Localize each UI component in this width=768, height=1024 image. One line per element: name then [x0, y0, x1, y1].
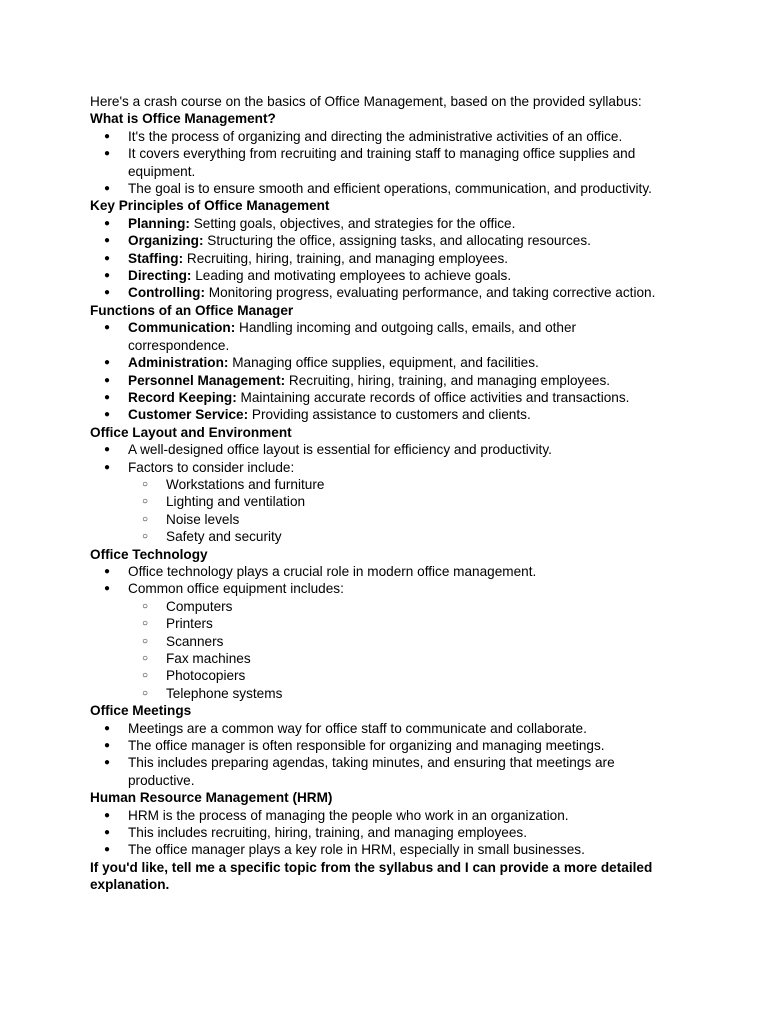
list-item [90, 284, 675, 301]
section-heading: What is Office Management? [90, 111, 276, 127]
item-text: This includes preparing agendas, taking minutes, and ensuring that meetings are productive. [128, 755, 615, 788]
item-text: Structuring the office, assigning tasks, and allocating resources. [203, 233, 591, 249]
item-term: Administration: [128, 355, 229, 371]
item-text: Recruiting, hiring, training, and managing employees. [183, 250, 509, 266]
list-item [90, 372, 675, 389]
item-text: Maintaining accurate records of office activities and transactions. [236, 389, 630, 405]
list-item [90, 128, 675, 145]
item-term: Record Keeping: [128, 389, 237, 405]
intro-paragraph: Here's a crash course on the basics of Office Management, based on the provided syllabus: [90, 94, 642, 109]
item-term: Staffing: [128, 250, 184, 266]
bullet-list [90, 128, 675, 198]
section-heading: Office Layout and Environment [90, 424, 292, 440]
list-item [90, 215, 675, 232]
list-item [90, 267, 675, 284]
list-item [90, 754, 675, 789]
item-text: HRM is the process of managing the people who work in an organization. [128, 807, 569, 823]
item-text: Setting goals, objectives, and strategies for the office. [189, 215, 516, 231]
item-text: This includes recruiting, hiring, training, and managing employees. [128, 825, 527, 841]
item-term: Customer Service: [128, 407, 249, 423]
item-text: Providing assistance to customers and clients. [248, 407, 531, 423]
bullet-list [90, 215, 675, 302]
section-heading: Office Meetings [90, 703, 192, 719]
item-text: A well-designed office layout is essential for efficiency and productivity. [128, 442, 552, 458]
sub-list-item: ○ Photocopiers [128, 667, 675, 684]
list-item [90, 563, 675, 580]
item-text: The goal is to ensure smooth and efficient operations, communication, and productivity. [128, 181, 652, 197]
list-item [90, 180, 675, 197]
list-item [90, 841, 675, 858]
sub-bullet-list [128, 476, 675, 546]
item-term: Organizing: [128, 233, 204, 249]
list-item [90, 145, 675, 180]
sub-list-item: ○ Lighting and ventilation [128, 493, 675, 510]
section-heading: Human Resource Management (HRM) [90, 790, 333, 806]
section-heading: Key Principles of Office Management [90, 198, 330, 214]
list-item [90, 354, 675, 371]
list-item [90, 406, 675, 423]
item-term: Communication: [128, 320, 236, 336]
sub-list-item: ○ Fax machines [128, 650, 675, 667]
sections-container [90, 110, 675, 858]
item-text: Common office equipment includes: [128, 581, 344, 597]
closing-paragraph: If you'd like, tell me a specific topic from the syllabus and I can provide a more detailed explanation. [90, 859, 653, 893]
item-text: Monitoring progress, evaluating performance, and taking corrective action. [205, 285, 656, 301]
list-item [90, 737, 675, 754]
item-text: Factors to consider include: [128, 459, 295, 475]
sub-list-item: ○ Safety and security [128, 528, 675, 545]
item-term: Planning: [128, 215, 190, 231]
list-item [90, 580, 675, 702]
bullet-list [90, 807, 675, 859]
sub-list-item: ○ Scanners [128, 633, 675, 650]
sub-list-item: ○ Printers [128, 615, 675, 632]
item-text: Leading and motivating employees to achieve goals. [191, 268, 512, 284]
item-text: Meetings are a common way for office staff to communicate and collaborate. [128, 720, 587, 736]
document-body [90, 93, 675, 894]
list-item [90, 389, 675, 406]
list-item [90, 459, 675, 546]
list-item [90, 232, 675, 249]
sub-list-item: ○ Workstations and furniture [128, 476, 675, 493]
item-text: Office technology plays a crucial role in modern office management. [128, 563, 537, 579]
sub-list-item: ○ Computers [128, 598, 675, 615]
sub-list-item: ○ Noise levels [128, 511, 675, 528]
item-text: It's the process of organizing and directing the administrative activities of an office. [128, 128, 623, 144]
item-text: It covers everything from recruiting and training staff to managing office supplies and equipment. [128, 146, 636, 179]
list-item [90, 441, 675, 458]
bullet-list [90, 563, 675, 702]
list-item [90, 824, 675, 841]
section-heading: Functions of an Office Manager [90, 302, 294, 318]
section-heading: Office Technology [90, 546, 208, 562]
item-text: The office manager is often responsible for organizing and managing meetings. [128, 738, 605, 754]
item-text: Managing office supplies, equipment, and facilities. [228, 355, 539, 371]
bullet-list [90, 319, 675, 423]
item-term: Controlling: [128, 285, 206, 301]
list-item [90, 720, 675, 737]
list-item [90, 807, 675, 824]
item-term: Directing: [128, 268, 192, 284]
item-term: Personnel Management: [128, 372, 286, 388]
item-text: The office manager plays a key role in HRM, especially in small businesses. [128, 842, 585, 858]
item-text: Recruiting, hiring, training, and managing employees. [285, 372, 611, 388]
bullet-list [90, 720, 675, 790]
sub-bullet-list [128, 598, 675, 702]
list-item [90, 319, 675, 354]
list-item [90, 250, 675, 267]
sub-list-item: ○ Telephone systems [128, 685, 675, 702]
item-text: Handling incoming and outgoing calls, emails, and other correspondence. [128, 320, 577, 353]
bullet-list [90, 441, 675, 545]
